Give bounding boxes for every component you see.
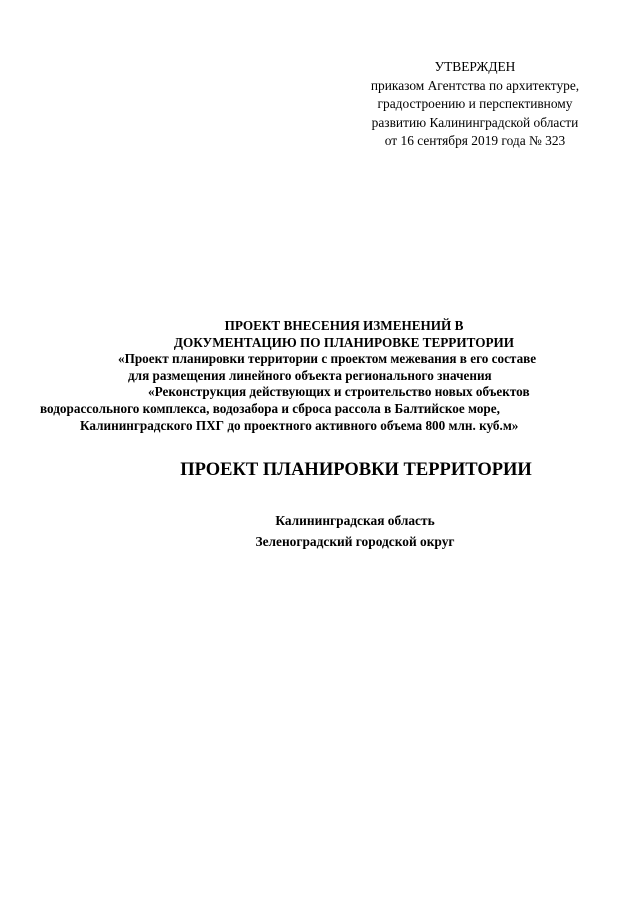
project-header-line: для размещения линейного объекта регионального значения [128,367,492,383]
project-header-line: «Реконструкция действующих и строительство новых объектов [148,384,530,400]
location-district: Зеленоградский городской округ [255,533,455,549]
approval-line: приказом Агентства по архитектуре, [370,77,580,93]
location [0,511,640,552]
project-header-line: ПРОЕКТ ВНЕСЕНИЯ ИЗМЕНЕНИЙ В [224,318,464,333]
project-header-line: водорассольного комплекса, водозабора и сброса рассола в Балтийское море, [40,400,500,416]
project-header-line: ДОКУМЕНТАЦИЮ ПО ПЛАНИРОВКЕ ТЕРРИТОРИИ [173,334,515,350]
approval-date: от 16 сентября 2019 года № 323 [384,133,566,148]
project-header-line: Калининградского ПХГ до проектного активного объема 800 млн. куб.м» [80,417,519,433]
approval-line: развитию Калининградской области [371,114,579,130]
approval-heading: УТВЕРЖДЕН [434,59,516,74]
approval-line: градостроению и перспективному [377,96,573,111]
project-header-line: «Проект планировки территории с проектом межевания в его составе [118,351,537,367]
location-region: Калининградская область [275,513,435,528]
project-header [40,318,600,434]
main-title: ПРОЕКТ ПЛАНИРОВКИ ТЕРРИТОРИИ [180,460,532,480]
approval-stamp [330,58,620,151]
